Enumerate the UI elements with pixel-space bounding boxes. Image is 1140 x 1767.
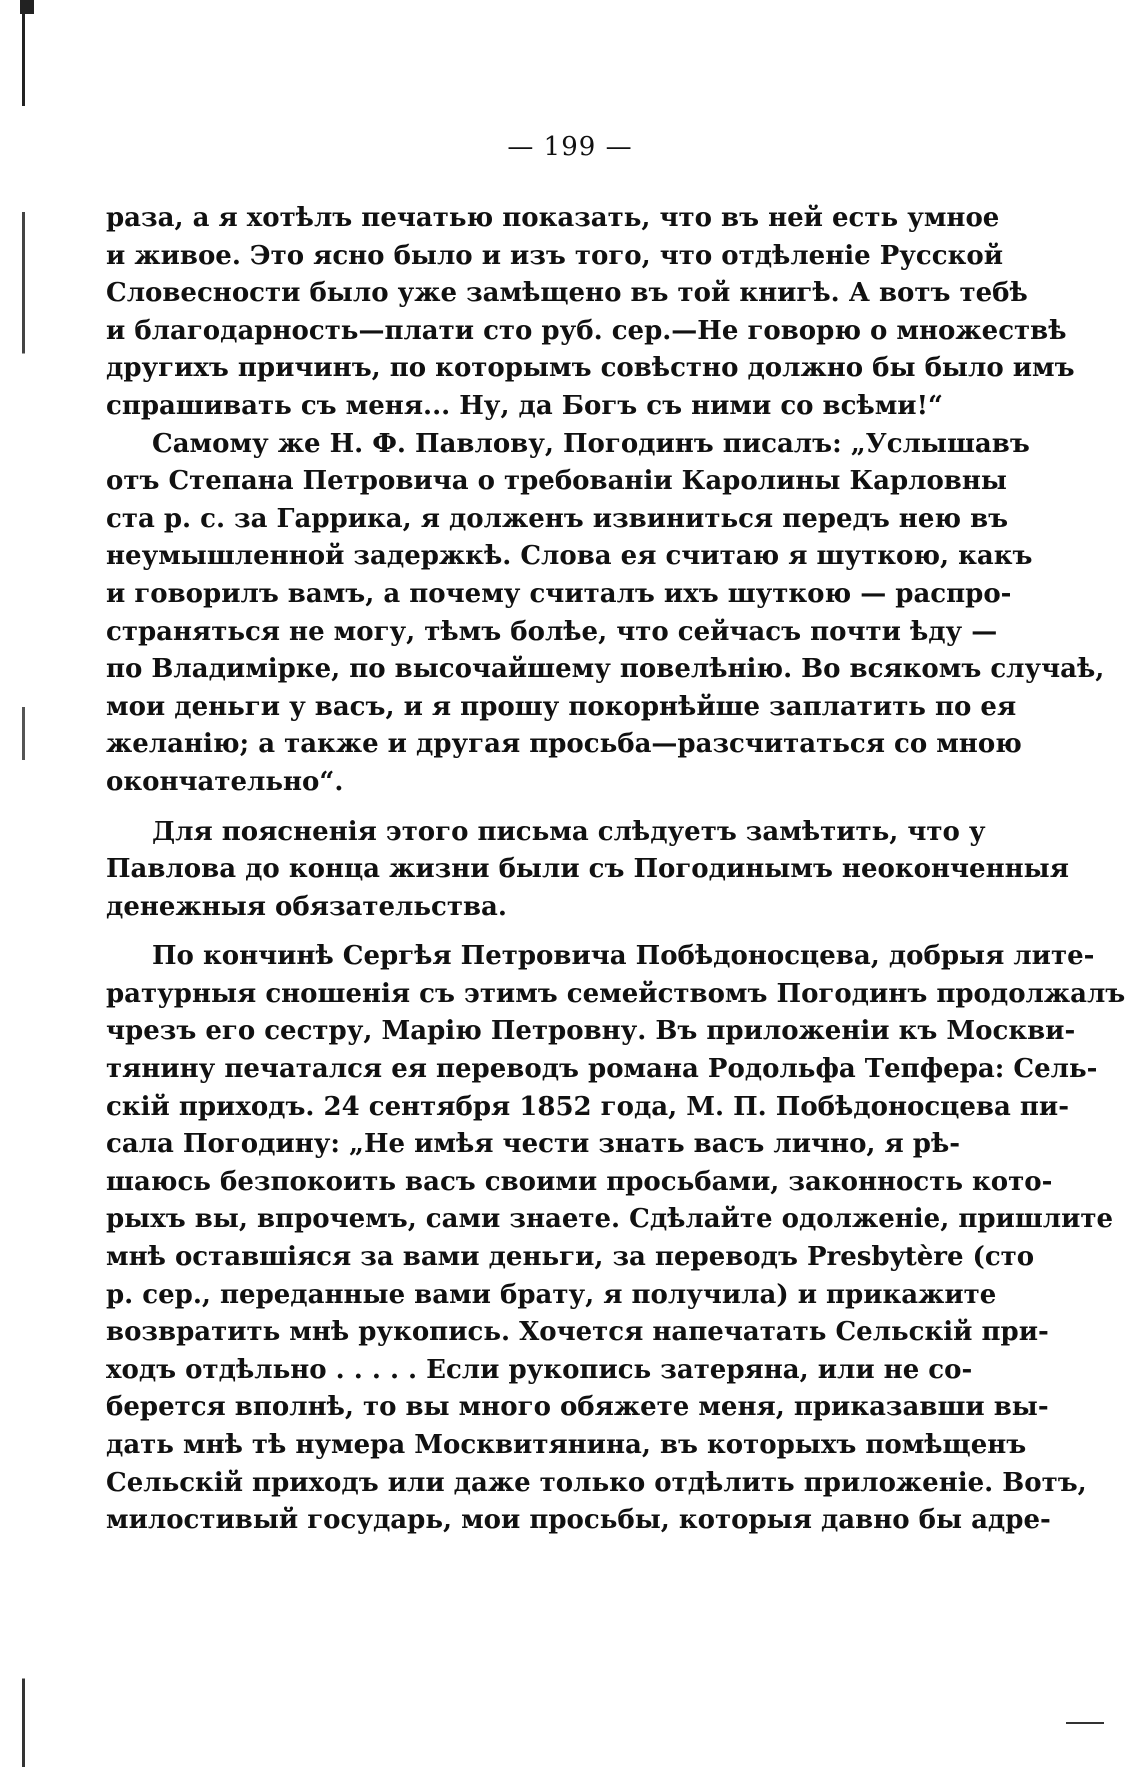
- text-line: и говорилъ вамъ, а почему считалъ ихъ шуткою — распро-: [106, 578, 1012, 609]
- text-line: мнѣ оставшіяся за вами деньги, за переводъ Presbytère (сто: [106, 1242, 1035, 1273]
- text-line: отъ Степана Петровича о требованіи Каролины Карловны: [106, 466, 1007, 497]
- text-line: Словесности было уже замѣщено въ той книгѣ. А вотъ тебѣ: [106, 278, 1028, 309]
- text-line: дать мнѣ тѣ нумера Москвитянина, въ которыхъ помѣщенъ: [106, 1430, 1027, 1460]
- paragraph-4: [106, 938, 1126, 1540]
- text-line: желанію; а также и другая просьба—разсчитаться со мною: [106, 729, 1022, 760]
- scan-margin-dash: [1066, 1722, 1104, 1724]
- text-line: ста р. с. за Гаррика, я долженъ извиниться передъ нею въ: [106, 503, 1009, 534]
- paragraph-gap: [106, 926, 916, 938]
- text-line: Павлова до конца жизни были съ Погодинымъ неоконченныя: [106, 854, 1069, 885]
- text-line: по Владимірке, по высочайшему повелѣнію. Во всякомъ случаѣ,: [106, 654, 1105, 685]
- text-line: Сельскій приходъ или даже только отдѣлить приложеніе. Вотъ,: [106, 1467, 1087, 1498]
- text-line: возвратить мнѣ рукопись. Хочется напечатать Сельскій при-: [106, 1317, 1049, 1348]
- text-line: и благодарность—плати сто руб. сер.—Не говорю о множествѣ: [106, 315, 1067, 346]
- text-line: ходъ отдѣльно . . . . . Если рукопись затеряна, или не со-: [106, 1354, 973, 1385]
- text-line: тянину печатался ея переводъ романа Родольфа Тепфера: Сель-: [106, 1054, 1098, 1085]
- paragraph-1: [106, 200, 1075, 426]
- text-line: По кончинѣ Сергѣя Петровича Побѣдоносцева, добрыя лите-: [152, 941, 1095, 972]
- page-number: — 199 —: [507, 132, 633, 162]
- page-body: [106, 200, 1126, 1540]
- text-line: другихъ причинъ, по которымъ совѣстно должно бы было имъ: [106, 353, 1075, 384]
- text-line: и живое. Это ясно было и изъ того, что отдѣленіе Русской: [106, 240, 1003, 271]
- paragraph-gap: [106, 802, 916, 814]
- text-line: Для поясненія этого письма слѣдуетъ замѣтить, что у: [152, 816, 986, 847]
- text-line: р. сер., переданные вами брату, я получила) и прикажите: [106, 1279, 997, 1310]
- text-line: чрезъ его сестру, Марію Петровну. Въ приложеніи къ Москви-: [106, 1016, 1076, 1047]
- text-line: сала Погодину: „Не имѣя чести знать васъ лично, я рѣ-: [106, 1129, 961, 1160]
- paragraph-3: [106, 814, 1069, 927]
- text-line: берется вполнѣ, то вы много обяжете меня, приказавши вы-: [106, 1392, 1049, 1423]
- text-line: шаюсь безпокоить васъ своими просьбами, законность кото-: [106, 1166, 1053, 1197]
- text-line: раза, а я хотѣлъ печатью показать, что въ ней есть умное: [106, 203, 1000, 233]
- scan-left-edge: [22, 0, 25, 1767]
- text-line: Самому же Н. Ф. Павлову, Погодинъ писалъ: „Услышавъ: [152, 428, 1030, 459]
- text-line: ратурныя сношенія съ этимъ семействомъ Погодинъ продолжалъ: [106, 978, 1126, 1009]
- text-line: мои деньги у васъ, и я прошу покорнѣйше заплатить по ея: [106, 691, 1017, 722]
- text-line: спрашивать съ меня... Ну, да Богъ съ ними со всѣми!“: [106, 390, 943, 421]
- text-line: рыхъ вы, впрочемъ, сами знаете. Сдѣлайте одолженіе, пришлите: [106, 1204, 1114, 1235]
- text-line: страняться не могу, тѣмъ болѣе, что сейчасъ почти ѣду —: [106, 616, 998, 647]
- text-line: окончательно“.: [106, 766, 344, 797]
- paragraph-2: [106, 426, 1105, 802]
- text-line: милостивый государь, мои просьбы, которыя давно бы адре-: [106, 1505, 1051, 1536]
- text-line: неумышленной задержкѣ. Слова ея считаю я шуткою, какъ: [106, 541, 1033, 572]
- text-line: денежныя обязательства.: [106, 891, 507, 922]
- text-line: скій приходъ. 24 сентября 1852 года, М. П. Побѣдоносцева пи-: [106, 1091, 1069, 1122]
